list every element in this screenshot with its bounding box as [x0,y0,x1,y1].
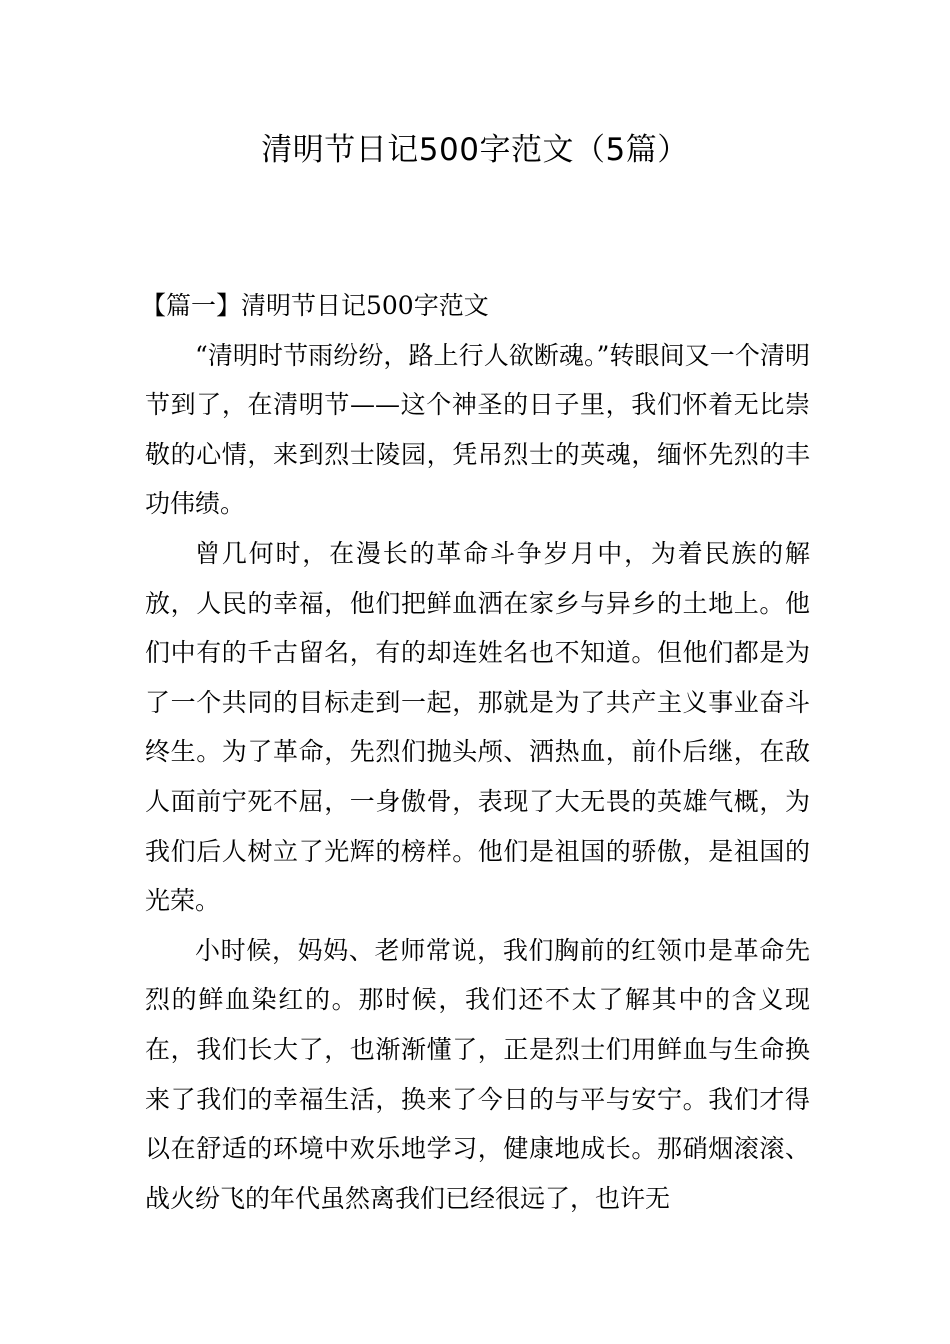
paragraph-3: 小时候，妈妈、老师常说，我们胸前的红领巾是革命先烈的鲜血染红的。那时候，我们还不太了解其中的含义现在，我们长大了，也渐渐懂了，正是烈士们用鲜血与生命换来了我们的幸福生活，换来了今日的与平与安宁。我们才得以在舒适的环境中欢乐地学习，健康地成长。那硝烟滚滚、战火纷飞的年代虽然离我们已经很远了，也许无 [145,935,810,1213]
section-heading: 【篇一】清明节日记500字范文 [141,291,489,320]
document-title: 清明节日记500字范文（5篇） [261,132,689,168]
paragraph-1: “清明时节雨纷纷，路上行人欲断魂。”转眼间又一个清明节到了，在清明节——这个神圣的日子里，我们怀着无比崇敬的心情，来到烈士陵园，凭吊烈士的英魂，缅怀先烈的丰功伟绩。 [145,340,810,519]
paragraph-2: 曾几何时，在漫长的革命斗争岁月中，为着民族的解放，人民的幸福，他们把鲜血洒在家乡与异乡的土地上。他们中有的千古留名，有的却连姓名也不知道。但他们都是为了一个共同的目标走到一起，那就是为了共产主义事业奋斗终生。为了革命，先烈们抛头颅、洒热血，前仆后继，在敌人面前宁死不屈，一身傲骨，表现了大无畏的英雄气概，为我们后人树立了光辉的榜样。他们是祖国的骄傲，是祖国的光荣。 [145,538,810,916]
document-body [141,281,810,1223]
